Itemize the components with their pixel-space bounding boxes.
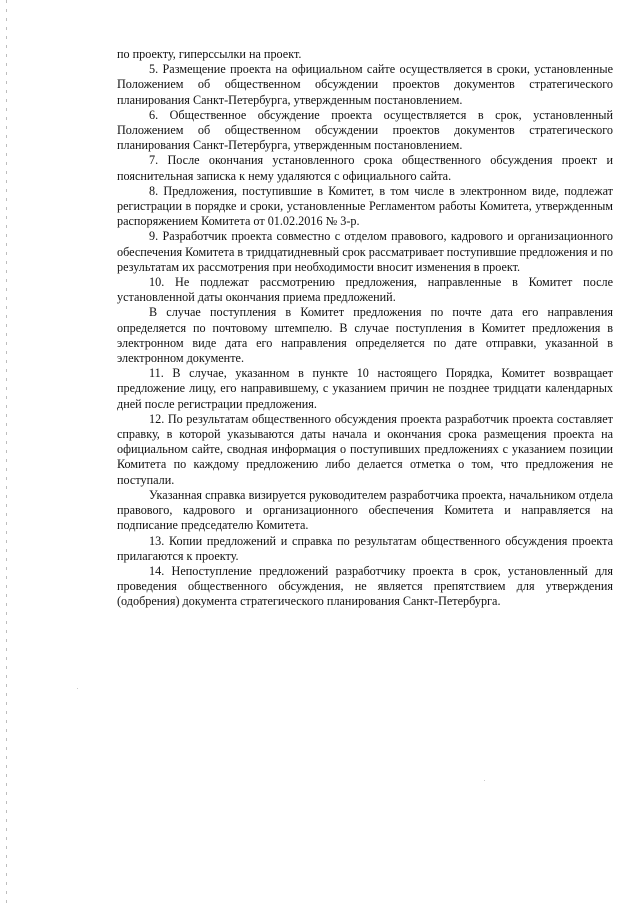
paragraph-item-10-mail: В случае поступления в Комитет предложения по почте дата его направления определяется по почтовому штемпелю. В случае поступления в Комитет предложения в электронном виде дата его направления определяется по дате отправки, указанной в электронном документе. [117,305,613,366]
paragraph-item-5: 5. Размещение проекта на официальном сайте осуществляется в сроки, установленные Положением об общественном обсуждении проектов документов стратегического планирования Санкт-Петербурга, утвержденным постановлением. [117,62,613,107]
document-body [117,47,613,610]
paragraph-item-13: 13. Копии предложений и справка по результатам общественного обсуждения проекта прилагаются к проекту. [117,533,613,563]
scan-binding-edge [6,0,7,905]
paragraph-item-10: 10. Не подлежат рассмотрению предложения, направленные в Комитет после установленной даты окончания приема предложений. [117,275,613,305]
paragraph-item-9: 9. Разработчик проекта совместно с отделом правового, кадрового и организационного обеспечения Комитета в тридцатидневный срок рассматривает поступившие предложения и по результатам их рассмотрения при необходимости вносит изменения в проект. [117,229,613,274]
scan-speck [77,688,78,689]
paragraph-item-11: 11. В случае, указанном в пункте 10 настоящего Порядка, Комитет возвращает предложение лицу, его направившему, с указанием причин не позднее тридцати календарных дней после регистрации предложения. [117,366,613,411]
paragraph-item-6: 6. Общественное обсуждение проекта осуществляется в срок, установленный Положением об общественном обсуждении проектов документов стратегического планирования Санкт-Петербурга, утвержденным постановлением. [117,107,613,153]
paragraph-item-14: 14. Непоступление предложений разработчику проекта в срок, установленный для проведения общественного обсуждения, не является препятствием для утверждения (одобрения) документа стратегического планирования Санкт-Петербурга. [117,563,613,609]
paragraph-item-7: 7. После окончания установленного срока общественного обсуждения проект и пояснительная записка к нему удаляются с официального сайта. [117,153,613,183]
paragraph-item-12: 12. По результатам общественного обсуждения проекта разработчик проекта составляет справку, в которой указываются даты начала и окончания срока размещения проекта на официальном сайте, сводная информация о поступивших предложениях с указанием позиции Комитета по каждому предложению либо делается отметка о том, что предложения не поступали. [117,411,613,487]
paragraph-item-12-endorsement: Указанная справка визируется руководителем разработчика проекта, начальником отдела правового, кадрового и организационного обеспечения Комитета и направляется на подписание председателю Комитета. [117,487,613,533]
scan-speck [484,780,485,781]
paragraph-item-8: 8. Предложения, поступившие в Комитет, в том числе в электронном виде, подлежат регистрации в порядке и сроки, установленные Регламентом работы Комитета, утвержденным распоряжением Комитета от 01.02.2016 № 3-р. [117,183,613,229]
paragraph-continuation: по проекту, гиперссылки на проект. [117,47,302,61]
